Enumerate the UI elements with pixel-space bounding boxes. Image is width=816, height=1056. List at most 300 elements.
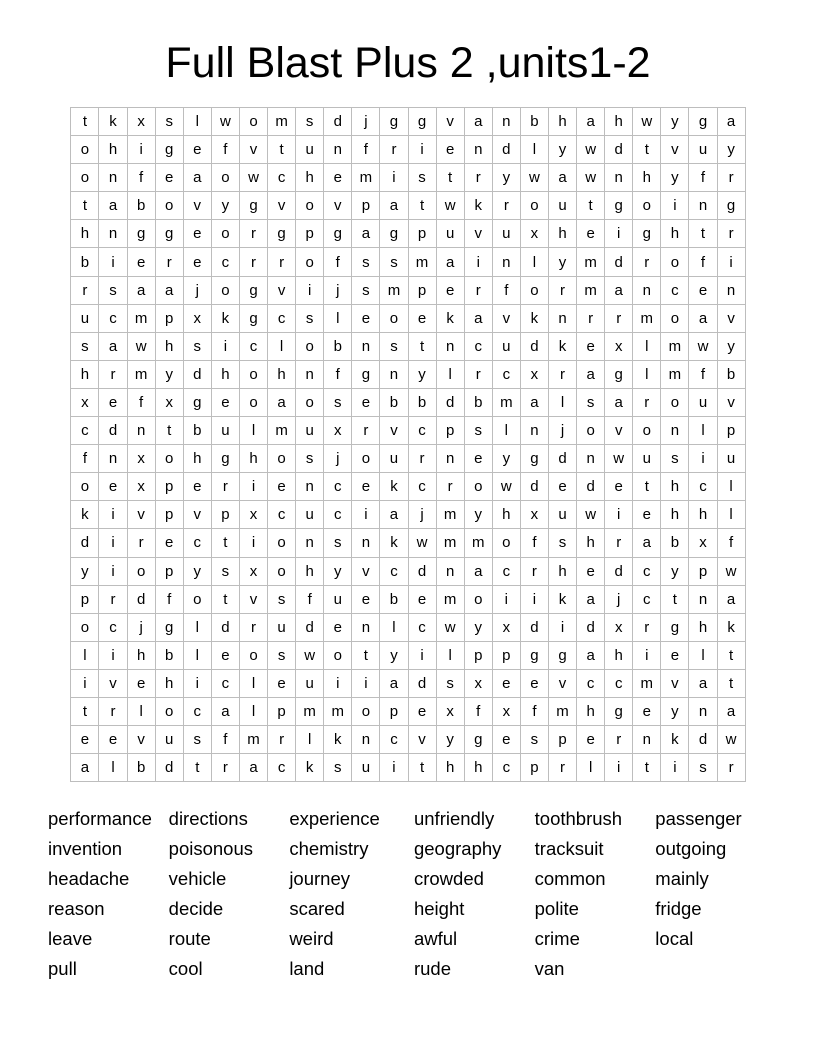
grid-cell[interactable]: o xyxy=(239,360,267,388)
grid-cell[interactable]: l xyxy=(633,332,661,360)
grid-cell[interactable]: b xyxy=(71,248,99,276)
grid-cell[interactable]: h xyxy=(268,360,296,388)
grid-cell[interactable]: y xyxy=(324,557,352,585)
grid-cell[interactable]: h xyxy=(239,445,267,473)
grid-cell[interactable]: e xyxy=(127,669,155,697)
grid-cell[interactable]: p xyxy=(155,557,183,585)
grid-cell[interactable]: x xyxy=(324,417,352,445)
grid-cell[interactable]: y xyxy=(380,641,408,669)
grid-cell[interactable]: r xyxy=(352,417,380,445)
grid-cell[interactable]: e xyxy=(408,697,436,725)
grid-cell[interactable]: k xyxy=(99,108,127,136)
grid-cell[interactable]: k xyxy=(548,585,576,613)
grid-cell[interactable]: i xyxy=(296,276,324,304)
grid-cell[interactable]: a xyxy=(577,641,605,669)
grid-cell[interactable]: l xyxy=(71,641,99,669)
grid-cell[interactable]: y xyxy=(155,360,183,388)
grid-cell[interactable]: l xyxy=(689,641,717,669)
grid-cell[interactable]: u xyxy=(548,501,576,529)
grid-cell[interactable]: s xyxy=(268,585,296,613)
grid-cell[interactable]: r xyxy=(408,445,436,473)
grid-cell[interactable]: d xyxy=(520,332,548,360)
grid-cell[interactable]: y xyxy=(211,192,239,220)
grid-cell[interactable]: i xyxy=(520,585,548,613)
grid-cell[interactable]: u xyxy=(633,445,661,473)
grid-cell[interactable]: m xyxy=(352,164,380,192)
grid-cell[interactable]: u xyxy=(717,445,745,473)
grid-cell[interactable]: l xyxy=(717,473,745,501)
grid-cell[interactable]: s xyxy=(183,332,211,360)
word-list-item[interactable]: route xyxy=(168,928,211,950)
grid-cell[interactable]: h xyxy=(183,445,211,473)
grid-cell[interactable]: f xyxy=(689,248,717,276)
grid-cell[interactable]: a xyxy=(577,360,605,388)
word-list-item[interactable]: weird xyxy=(289,928,334,950)
grid-cell[interactable]: c xyxy=(99,304,127,332)
word-list-item[interactable]: poisonous xyxy=(168,838,253,860)
grid-cell[interactable]: e xyxy=(99,473,127,501)
word-list-item[interactable]: height xyxy=(413,898,465,920)
grid-cell[interactable]: h xyxy=(436,754,464,782)
grid-cell[interactable]: a xyxy=(183,164,211,192)
grid-cell[interactable]: n xyxy=(296,360,324,388)
grid-cell[interactable]: i xyxy=(605,501,633,529)
grid-cell[interactable]: a xyxy=(155,276,183,304)
grid-cell[interactable]: v xyxy=(268,192,296,220)
grid-cell[interactable]: e xyxy=(352,473,380,501)
grid-cell[interactable]: m xyxy=(661,332,689,360)
grid-cell[interactable]: b xyxy=(464,388,492,416)
grid-cell[interactable]: d xyxy=(577,473,605,501)
grid-cell[interactable]: x xyxy=(464,669,492,697)
word-list-item[interactable]: scared xyxy=(289,898,345,920)
grid-cell[interactable]: a xyxy=(380,192,408,220)
grid-cell[interactable]: n xyxy=(492,248,520,276)
grid-cell[interactable]: j xyxy=(605,585,633,613)
grid-cell[interactable]: b xyxy=(520,108,548,136)
word-list-item[interactable]: van xyxy=(534,958,565,980)
grid-cell[interactable]: r xyxy=(548,754,576,782)
grid-cell[interactable]: o xyxy=(211,220,239,248)
word-list-item[interactable]: awful xyxy=(413,928,458,950)
grid-cell[interactable]: o xyxy=(155,192,183,220)
grid-cell[interactable]: m xyxy=(661,360,689,388)
grid-cell[interactable]: e xyxy=(548,473,576,501)
grid-cell[interactable]: x xyxy=(520,220,548,248)
grid-cell[interactable]: l xyxy=(324,304,352,332)
grid-cell[interactable]: o xyxy=(296,332,324,360)
grid-cell[interactable]: t xyxy=(633,473,661,501)
grid-cell[interactable]: p xyxy=(296,220,324,248)
grid-cell[interactable]: a xyxy=(520,388,548,416)
grid-cell[interactable]: p xyxy=(408,276,436,304)
grid-cell[interactable]: a xyxy=(127,276,155,304)
grid-cell[interactable]: l xyxy=(239,697,267,725)
grid-cell[interactable]: v xyxy=(239,585,267,613)
grid-cell[interactable]: e xyxy=(577,726,605,754)
grid-cell[interactable]: o xyxy=(577,417,605,445)
grid-cell[interactable]: y xyxy=(183,557,211,585)
grid-cell[interactable]: h xyxy=(548,108,576,136)
grid-cell[interactable]: g xyxy=(239,192,267,220)
grid-cell[interactable]: x xyxy=(492,613,520,641)
grid-cell[interactable]: k xyxy=(324,726,352,754)
grid-cell[interactable]: m xyxy=(380,276,408,304)
grid-cell[interactable]: r xyxy=(633,613,661,641)
grid-cell[interactable]: w xyxy=(605,445,633,473)
grid-cell[interactable]: a xyxy=(689,669,717,697)
word-list-item[interactable]: mainly xyxy=(655,868,709,890)
grid-cell[interactable]: t xyxy=(633,754,661,782)
grid-cell[interactable]: h xyxy=(689,613,717,641)
grid-cell[interactable]: i xyxy=(99,641,127,669)
grid-cell[interactable]: u xyxy=(211,417,239,445)
grid-cell[interactable]: t xyxy=(155,417,183,445)
grid-cell[interactable]: c xyxy=(324,501,352,529)
grid-cell[interactable]: t xyxy=(408,192,436,220)
grid-cell[interactable]: h xyxy=(548,557,576,585)
grid-cell[interactable]: g xyxy=(605,697,633,725)
grid-cell[interactable]: n xyxy=(436,445,464,473)
grid-cell[interactable]: y xyxy=(436,726,464,754)
word-list-item[interactable]: directions xyxy=(168,808,248,830)
grid-cell[interactable]: i xyxy=(239,529,267,557)
grid-cell[interactable]: e xyxy=(99,388,127,416)
grid-cell[interactable]: t xyxy=(717,669,745,697)
grid-cell[interactable]: s xyxy=(689,754,717,782)
grid-cell[interactable]: v xyxy=(661,136,689,164)
grid-cell[interactable]: r xyxy=(464,164,492,192)
grid-cell[interactable]: p xyxy=(464,641,492,669)
grid-cell[interactable]: k xyxy=(464,192,492,220)
grid-cell[interactable]: i xyxy=(605,754,633,782)
grid-cell[interactable]: m xyxy=(239,726,267,754)
grid-cell[interactable]: e xyxy=(492,726,520,754)
grid-cell[interactable]: l xyxy=(633,360,661,388)
grid-cell[interactable]: e xyxy=(661,641,689,669)
grid-cell[interactable]: p xyxy=(520,754,548,782)
grid-cell[interactable]: b xyxy=(324,332,352,360)
grid-cell[interactable]: r xyxy=(268,726,296,754)
grid-cell[interactable]: c xyxy=(380,726,408,754)
grid-cell[interactable]: u xyxy=(71,304,99,332)
grid-cell[interactable]: m xyxy=(436,529,464,557)
grid-cell[interactable]: w xyxy=(436,613,464,641)
grid-cell[interactable]: l xyxy=(436,641,464,669)
grid-cell[interactable]: e xyxy=(99,726,127,754)
word-search-grid[interactable] xyxy=(70,107,745,782)
grid-cell[interactable]: k xyxy=(548,332,576,360)
grid-cell[interactable]: a xyxy=(380,669,408,697)
grid-cell[interactable]: l xyxy=(183,641,211,669)
grid-cell[interactable]: m xyxy=(577,276,605,304)
grid-cell[interactable]: o xyxy=(352,445,380,473)
grid-cell[interactable]: e xyxy=(155,529,183,557)
grid-cell[interactable]: e xyxy=(183,248,211,276)
grid-cell[interactable]: i xyxy=(605,220,633,248)
grid-cell[interactable]: n xyxy=(633,276,661,304)
grid-cell[interactable]: l xyxy=(520,248,548,276)
grid-cell[interactable]: t xyxy=(661,585,689,613)
word-list-item[interactable]: crowded xyxy=(413,868,484,890)
grid-cell[interactable]: m xyxy=(436,501,464,529)
grid-cell[interactable]: x xyxy=(436,697,464,725)
grid-cell[interactable]: v xyxy=(127,726,155,754)
grid-cell[interactable]: d xyxy=(436,388,464,416)
grid-cell[interactable]: c xyxy=(408,417,436,445)
grid-cell[interactable]: b xyxy=(380,585,408,613)
grid-cell[interactable]: h xyxy=(605,108,633,136)
grid-cell[interactable]: g xyxy=(717,192,745,220)
grid-cell[interactable]: f xyxy=(717,529,745,557)
grid-cell[interactable]: b xyxy=(408,388,436,416)
grid-cell[interactable]: v xyxy=(717,304,745,332)
grid-cell[interactable]: d xyxy=(408,557,436,585)
grid-cell[interactable]: f xyxy=(464,697,492,725)
grid-cell[interactable]: h xyxy=(127,641,155,669)
grid-cell[interactable]: f xyxy=(71,445,99,473)
grid-cell[interactable]: g xyxy=(239,304,267,332)
grid-cell[interactable]: x xyxy=(127,473,155,501)
grid-cell[interactable]: p xyxy=(408,220,436,248)
grid-cell[interactable]: v xyxy=(661,669,689,697)
grid-cell[interactable]: l xyxy=(380,613,408,641)
grid-cell[interactable]: a xyxy=(380,501,408,529)
grid-cell[interactable]: k xyxy=(380,529,408,557)
grid-cell[interactable]: e xyxy=(211,388,239,416)
grid-cell[interactable]: i xyxy=(99,501,127,529)
word-list-item[interactable]: performance xyxy=(48,808,152,830)
grid-cell[interactable]: y xyxy=(71,557,99,585)
grid-cell[interactable]: d xyxy=(492,136,520,164)
grid-cell[interactable]: c xyxy=(492,360,520,388)
grid-cell[interactable]: b xyxy=(155,641,183,669)
grid-cell[interactable]: s xyxy=(520,726,548,754)
grid-cell[interactable]: t xyxy=(408,754,436,782)
grid-cell[interactable]: g xyxy=(520,641,548,669)
grid-cell[interactable]: x xyxy=(689,529,717,557)
grid-cell[interactable]: e xyxy=(183,473,211,501)
grid-cell[interactable]: c xyxy=(633,585,661,613)
grid-cell[interactable]: r xyxy=(239,220,267,248)
grid-cell[interactable]: i xyxy=(352,501,380,529)
grid-cell[interactable]: o xyxy=(296,248,324,276)
grid-cell[interactable]: b xyxy=(183,417,211,445)
grid-cell[interactable]: n xyxy=(717,276,745,304)
grid-cell[interactable]: e xyxy=(436,136,464,164)
word-list-item[interactable]: reason xyxy=(48,898,105,920)
grid-cell[interactable]: f xyxy=(689,164,717,192)
grid-cell[interactable]: m xyxy=(268,108,296,136)
grid-cell[interactable]: c xyxy=(99,613,127,641)
grid-cell[interactable]: n xyxy=(689,585,717,613)
grid-cell[interactable]: a xyxy=(605,388,633,416)
grid-cell[interactable]: i xyxy=(352,669,380,697)
grid-cell[interactable]: h xyxy=(577,529,605,557)
grid-cell[interactable]: l xyxy=(268,332,296,360)
word-list-item[interactable]: passenger xyxy=(655,808,742,830)
grid-cell[interactable]: o xyxy=(268,557,296,585)
grid-cell[interactable]: u xyxy=(492,220,520,248)
grid-cell[interactable]: a xyxy=(717,585,745,613)
grid-cell[interactable]: i xyxy=(548,613,576,641)
grid-cell[interactable]: r xyxy=(717,754,745,782)
grid-cell[interactable]: i xyxy=(633,641,661,669)
grid-cell[interactable]: h xyxy=(155,332,183,360)
grid-cell[interactable]: v xyxy=(99,669,127,697)
grid-cell[interactable]: o xyxy=(239,388,267,416)
grid-cell[interactable]: j xyxy=(183,276,211,304)
grid-cell[interactable]: l xyxy=(183,108,211,136)
grid-cell[interactable]: s xyxy=(380,332,408,360)
grid-cell[interactable]: f xyxy=(127,164,155,192)
grid-cell[interactable]: e xyxy=(71,726,99,754)
grid-cell[interactable]: d xyxy=(548,445,576,473)
grid-cell[interactable]: e xyxy=(633,697,661,725)
grid-cell[interactable]: u xyxy=(548,192,576,220)
grid-cell[interactable]: a xyxy=(633,529,661,557)
grid-cell[interactable]: t xyxy=(408,332,436,360)
grid-cell[interactable]: n xyxy=(380,360,408,388)
grid-cell[interactable]: d xyxy=(520,613,548,641)
grid-cell[interactable]: g xyxy=(633,220,661,248)
grid-cell[interactable]: e xyxy=(633,501,661,529)
grid-cell[interactable]: x xyxy=(605,332,633,360)
grid-cell[interactable]: x xyxy=(605,613,633,641)
word-list-item[interactable]: common xyxy=(534,868,606,890)
grid-cell[interactable]: c xyxy=(408,613,436,641)
grid-cell[interactable]: i xyxy=(99,557,127,585)
grid-cell[interactable]: v xyxy=(464,220,492,248)
grid-cell[interactable]: w xyxy=(520,164,548,192)
grid-cell[interactable]: e xyxy=(577,220,605,248)
grid-cell[interactable]: y xyxy=(492,445,520,473)
grid-cell[interactable]: g xyxy=(268,220,296,248)
grid-cell[interactable]: o xyxy=(324,641,352,669)
grid-cell[interactable]: e xyxy=(211,641,239,669)
grid-cell[interactable]: k xyxy=(520,304,548,332)
grid-cell[interactable]: g xyxy=(380,108,408,136)
grid-cell[interactable]: g xyxy=(605,192,633,220)
grid-cell[interactable]: c xyxy=(183,697,211,725)
grid-cell[interactable]: o xyxy=(71,473,99,501)
grid-cell[interactable]: r xyxy=(239,248,267,276)
grid-cell[interactable]: o xyxy=(520,192,548,220)
grid-cell[interactable]: n xyxy=(324,136,352,164)
grid-cell[interactable]: a xyxy=(464,557,492,585)
grid-cell[interactable]: a xyxy=(689,304,717,332)
grid-cell[interactable]: r xyxy=(99,585,127,613)
grid-cell[interactable]: b xyxy=(717,360,745,388)
grid-cell[interactable]: n xyxy=(492,108,520,136)
grid-cell[interactable]: o xyxy=(183,585,211,613)
grid-cell[interactable]: v xyxy=(127,501,155,529)
grid-cell[interactable]: c xyxy=(605,669,633,697)
grid-cell[interactable]: s xyxy=(352,276,380,304)
grid-cell[interactable]: t xyxy=(183,754,211,782)
grid-cell[interactable]: e xyxy=(577,332,605,360)
word-list-item[interactable]: leave xyxy=(48,928,93,950)
grid-cell[interactable]: g xyxy=(239,276,267,304)
grid-cell[interactable]: b xyxy=(380,388,408,416)
grid-cell[interactable]: f xyxy=(492,276,520,304)
grid-cell[interactable]: t xyxy=(211,529,239,557)
grid-cell[interactable]: u xyxy=(268,613,296,641)
grid-cell[interactable]: l xyxy=(689,417,717,445)
word-list-item[interactable]: polite xyxy=(534,898,579,920)
grid-cell[interactable]: i xyxy=(689,445,717,473)
grid-cell[interactable]: m xyxy=(492,388,520,416)
grid-cell[interactable]: l xyxy=(492,417,520,445)
word-list-item[interactable]: geography xyxy=(413,838,502,860)
grid-cell[interactable]: l xyxy=(717,501,745,529)
grid-cell[interactable]: p xyxy=(155,473,183,501)
grid-cell[interactable]: u xyxy=(296,136,324,164)
grid-cell[interactable]: o xyxy=(464,473,492,501)
grid-cell[interactable]: w xyxy=(633,108,661,136)
grid-cell[interactable]: p xyxy=(211,501,239,529)
grid-cell[interactable]: n xyxy=(127,417,155,445)
word-list-item[interactable]: crime xyxy=(534,928,580,950)
grid-cell[interactable]: t xyxy=(352,641,380,669)
grid-cell[interactable]: f xyxy=(296,585,324,613)
grid-cell[interactable]: t xyxy=(577,192,605,220)
grid-cell[interactable]: a xyxy=(268,388,296,416)
grid-cell[interactable]: y xyxy=(548,136,576,164)
grid-cell[interactable]: c xyxy=(71,417,99,445)
grid-cell[interactable]: n xyxy=(99,445,127,473)
grid-cell[interactable]: v xyxy=(268,276,296,304)
grid-cell[interactable]: i xyxy=(464,248,492,276)
grid-cell[interactable]: h xyxy=(633,164,661,192)
grid-cell[interactable]: u xyxy=(492,332,520,360)
grid-cell[interactable]: v xyxy=(408,726,436,754)
grid-cell[interactable]: m xyxy=(633,304,661,332)
grid-cell[interactable]: h xyxy=(605,641,633,669)
grid-cell[interactable]: f xyxy=(324,360,352,388)
grid-cell[interactable]: r xyxy=(99,360,127,388)
grid-cell[interactable]: l xyxy=(127,697,155,725)
grid-cell[interactable]: a xyxy=(464,108,492,136)
grid-cell[interactable]: h xyxy=(296,557,324,585)
word-list-item[interactable]: pull xyxy=(48,958,77,980)
grid-cell[interactable]: e xyxy=(183,136,211,164)
grid-cell[interactable]: e xyxy=(183,220,211,248)
grid-cell[interactable]: v xyxy=(380,417,408,445)
grid-cell[interactable]: o xyxy=(211,276,239,304)
grid-cell[interactable]: r xyxy=(605,726,633,754)
grid-cell[interactable]: a xyxy=(436,248,464,276)
grid-cell[interactable]: s xyxy=(577,388,605,416)
grid-cell[interactable]: c xyxy=(492,754,520,782)
grid-cell[interactable]: l xyxy=(548,388,576,416)
grid-cell[interactable]: c xyxy=(633,557,661,585)
grid-cell[interactable]: s xyxy=(324,388,352,416)
grid-cell[interactable]: o xyxy=(464,585,492,613)
grid-cell[interactable]: f xyxy=(520,529,548,557)
grid-cell[interactable]: r xyxy=(717,164,745,192)
grid-cell[interactable]: x xyxy=(155,388,183,416)
grid-cell[interactable]: r xyxy=(436,473,464,501)
grid-cell[interactable]: c xyxy=(492,557,520,585)
grid-cell[interactable]: d xyxy=(71,529,99,557)
grid-cell[interactable]: i xyxy=(492,585,520,613)
grid-cell[interactable]: h xyxy=(661,473,689,501)
grid-cell[interactable]: w xyxy=(577,136,605,164)
grid-cell[interactable]: f xyxy=(520,697,548,725)
grid-cell[interactable]: o xyxy=(661,304,689,332)
grid-cell[interactable]: g xyxy=(155,136,183,164)
